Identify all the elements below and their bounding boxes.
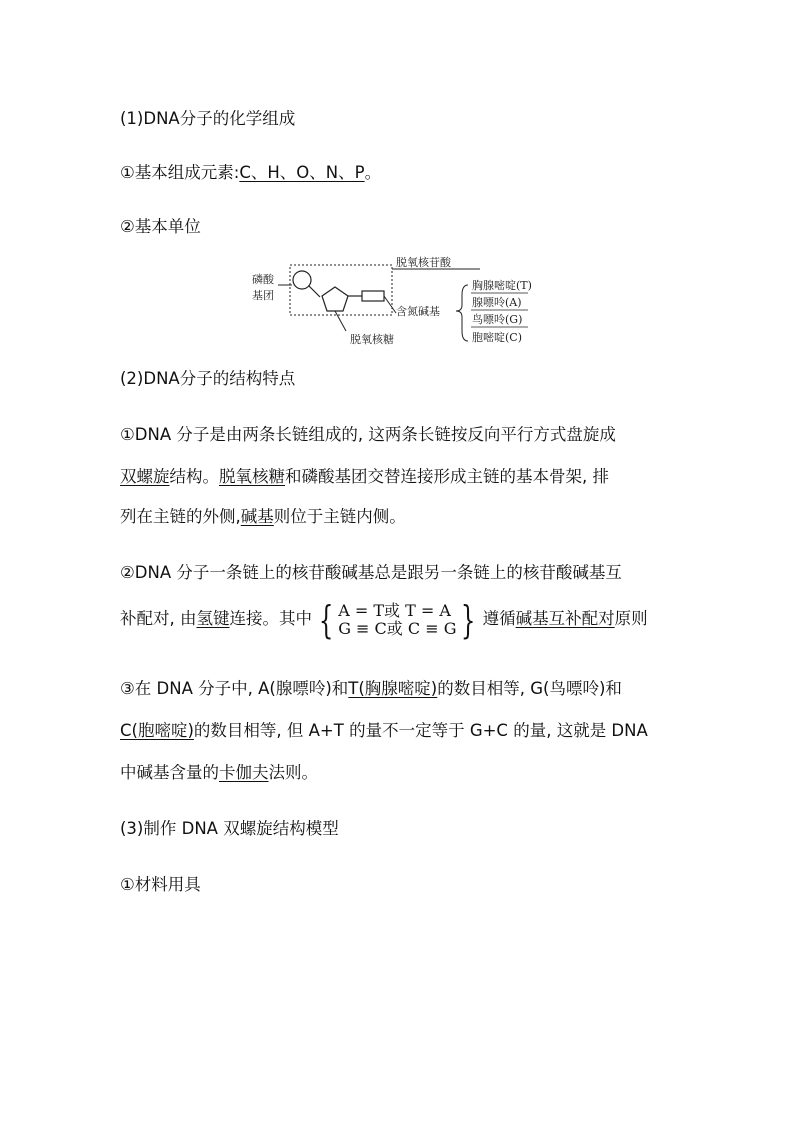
thymine-answer: T(胸腺嘧啶) (348, 679, 438, 698)
double-helix-answer: 双螺旋 (120, 467, 170, 486)
pairing-gc: G ≡ C或 C ≡ G (338, 618, 457, 638)
elements-answer: C、H、O、N、P (239, 163, 365, 182)
base-adenine: 腺嘌呤(A) (472, 296, 522, 309)
deoxyribose-answer: 脱氧核糖 (219, 467, 285, 486)
base-thymine: 胸腺嘧啶(T) (472, 279, 532, 292)
cytosine-answer: C(胞嘧啶) (120, 721, 194, 740)
feature3-line3: 中碱基含量的卡伽夫法则。 (120, 763, 318, 782)
sugar-label: 脱氧核糖 (350, 333, 394, 346)
base-cytosine: 胞嘧啶(C) (472, 331, 522, 344)
phosphate-label-1: 磷酸 (252, 273, 274, 286)
pairing-brace: { A = T或 T = A G ≡ C或 C ≡ G } (318, 597, 476, 642)
chargaff-answer: 卡伽夫 (219, 763, 269, 782)
feature1-line3: 列在主链的外侧,碱基则位于主链内侧。 (120, 507, 406, 526)
hydrogen-bond-answer: 氢键 (196, 609, 230, 628)
basic-elements: ①基本组成元素:C、H、O、N、P。 (120, 163, 382, 182)
basic-unit-heading: ②基本单位 (120, 217, 201, 236)
feature3-line2: C(胞嘧啶)的数目相等, 但 A+T 的量不一定等于 G+C 的量, 这就是 DNA (120, 721, 648, 740)
base-rect (362, 291, 384, 301)
pairing-at: A = T或 T = A (338, 600, 451, 620)
materials-heading: ①材料用具 (120, 875, 201, 894)
base-answer: 碱基 (240, 507, 274, 526)
feature2-line1: ②DNA 分子一条链上的核苷酸碱基总是跟另一条链上的核苷酸碱基互 (120, 563, 622, 582)
heading-chemical-composition: (1)DNA分子的化学组成 (120, 109, 296, 128)
base-label: 含氮碱基 (396, 305, 440, 318)
sugar-pentagon (322, 287, 348, 311)
base-pairing-answer: 碱基互补配对 (515, 609, 615, 628)
nucleotide-diagram (250, 255, 550, 350)
phosphate-circle (293, 271, 311, 289)
base-guanine: 鸟嘌呤(G) (472, 313, 523, 326)
feature2-line2: 补配对, 由氢键连接。其中 { A = T或 T = A G ≡ C或 C ≡ G } 遵循碱基互补配对原则 (120, 597, 648, 642)
nucleotide-label: 脱氧核苷酸 (396, 256, 451, 269)
feature1-line2: 双螺旋结构。脱氧核糖和磷酸基团交替连接形成主链的基本骨架, 排 (120, 467, 609, 486)
feature3-line1: ③在 DNA 分子中, A(腺嘌呤)和T(胸腺嘧啶)的数目相等, G(鸟嘌呤)和 (120, 679, 622, 698)
phosphate-label-2: 基团 (252, 289, 274, 302)
feature1-line1: ①DNA 分子是由两条长链组成的, 这两条长链按反向平行方式盘旋成 (120, 425, 616, 444)
heading-model-making: (3)制作 DNA 双螺旋结构模型 (120, 819, 339, 838)
heading-structure-features: (2)DNA分子的结构特点 (120, 369, 296, 388)
